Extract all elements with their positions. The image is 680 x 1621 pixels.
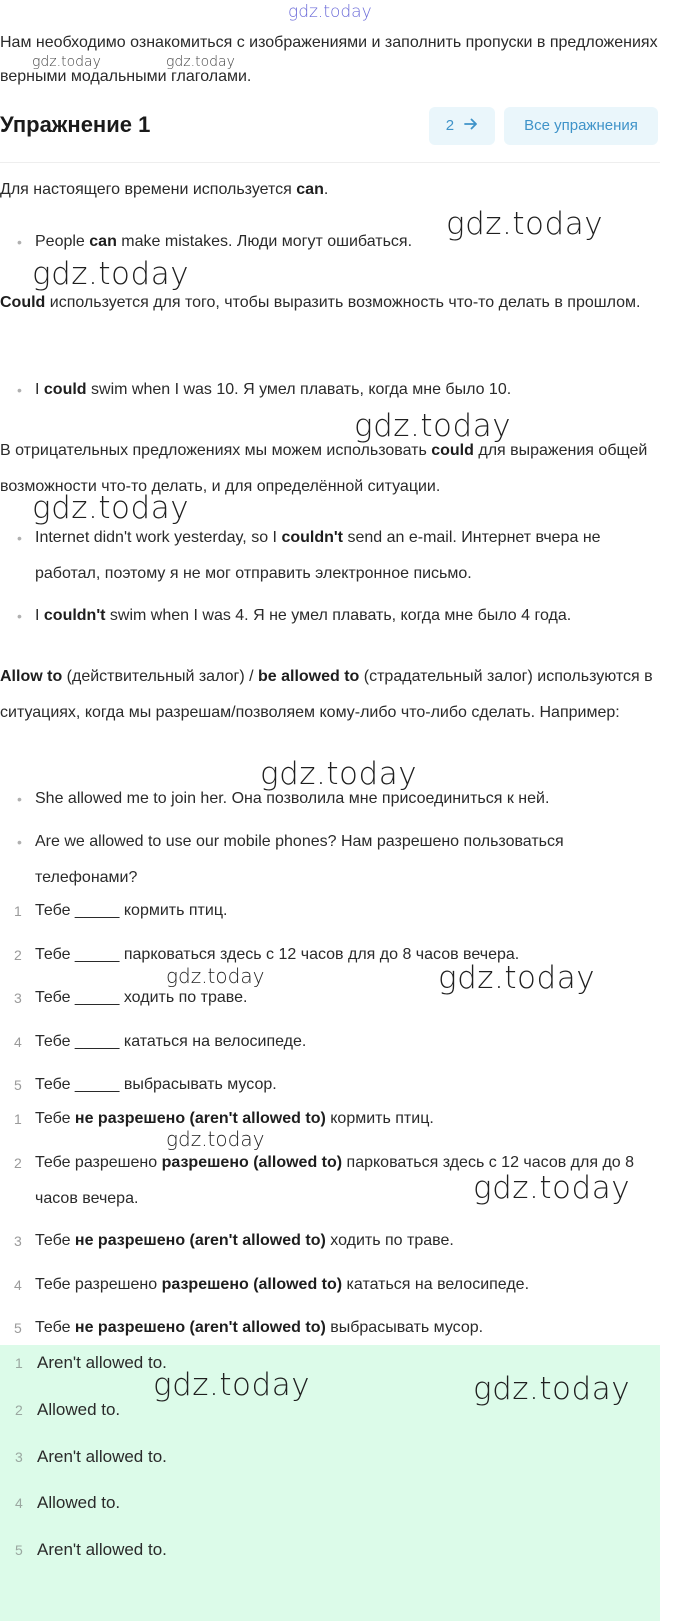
watermark-big: gdz.today [32,490,190,526]
watermark-medium: gdz.today [166,1127,265,1151]
theory-can: Для настоящего времени используется can. [0,181,329,198]
watermark-big: gdz.today [260,756,418,792]
page-title: Упражнение 1 [0,112,151,137]
intro-text: Нам необходимо ознакомиться с изображениями и заполнить пропуски в предложениях верными модальными глаголами. [0,34,658,85]
watermark-small: gdz.today [32,54,101,70]
watermark-small: gdz.today [166,54,235,70]
watermark-big: gdz.today [32,256,190,292]
watermark-big: gdz.today [153,1367,311,1403]
all-exercises-button[interactable]: Все упражнения [504,107,658,145]
watermark-medium: gdz.today [166,964,265,988]
watermark-big: gdz.today [446,206,604,242]
watermark-big: gdz.today [354,408,512,444]
arrow-right-icon [464,107,478,145]
divider [0,162,660,163]
answers-panel: 1 Aren't allowed to. 2 Allowed to. 3 Aren't allowed to. 4 Allowed to. 5 Aren't allowed to. [0,1345,660,1621]
watermark-big: gdz.today [473,1371,631,1407]
theory-negative: В отрицательных предложениях мы можем использовать could для выражения общей возможности что-то делать, и для определённой ситуации. [0,442,648,495]
watermark-big: gdz.today [438,960,596,996]
next-exercise-button[interactable] [429,107,495,145]
next-exercise-label: 2 [445,117,455,134]
watermark-big: gdz.today [473,1170,631,1206]
theory-could: Could используется для того, чтобы выразить возможность что-то делать в прошлом. [0,294,641,311]
watermark-top: gdz.today [288,2,372,22]
theory-allow: Allow to (действительный залог) / be allowed to (страдательный залог) используются в ситуациях, когда мы разрешам/позволяем кому-либо что-либо сделать. Например: [0,668,653,721]
